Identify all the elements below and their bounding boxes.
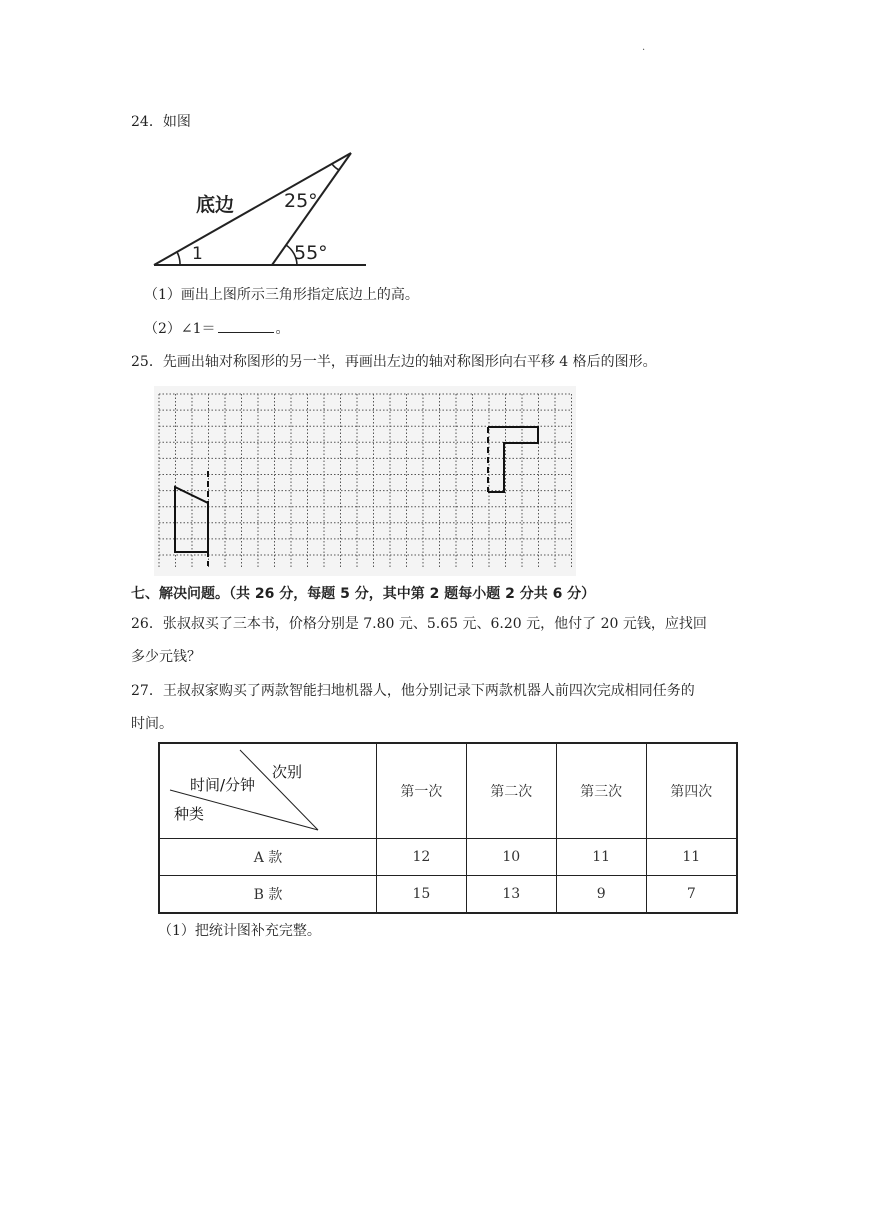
column-header: 第二次	[466, 743, 556, 839]
table-row	[159, 876, 737, 914]
triangle-figure	[150, 148, 370, 270]
q25-title: 25．先画出轴对称图形的另一半，再画出左边的轴对称图形向右平移 4 格后的图形。	[131, 354, 657, 370]
table-cell: 7	[646, 876, 737, 914]
corner-header-cell	[159, 743, 377, 839]
table-cell: 11	[556, 839, 646, 876]
section7-heading: 七、解决问题。（共 26 分，每题 5 分，其中第 2 题每小题 2 分共 6 分）	[131, 586, 596, 602]
table-cell: 13	[466, 876, 556, 914]
column-header: 第四次	[646, 743, 737, 839]
q27-line1: 27．王叔叔家购买了两款智能扫地机器人，他分别记录下两款机器人前四次完成相同任务的	[131, 683, 695, 699]
table-cell: 10	[466, 839, 556, 876]
column-header: 第三次	[556, 743, 646, 839]
base-label: 底边	[196, 194, 235, 216]
angle-1-label: 1	[192, 244, 203, 264]
q26-line2: 多少元钱？	[131, 649, 201, 665]
grid-background	[154, 386, 576, 576]
angle-25-arc	[332, 164, 339, 170]
angle-1-arc	[177, 252, 180, 265]
table-cell: 9	[556, 876, 646, 914]
q24-sub2-suffix: 。	[275, 321, 290, 337]
time-record-table	[158, 742, 738, 914]
page-mark: .	[642, 42, 646, 53]
corner-label-bottom: 种类	[174, 805, 205, 823]
corner-label-middle: 时间/分钟	[190, 776, 256, 794]
q24-sub1: （1）画出上图所示三角形指定底边上的高。	[144, 287, 419, 303]
q27-line2: 时间。	[131, 716, 173, 732]
answer-blank	[218, 318, 274, 333]
row-label: B 款	[159, 876, 377, 914]
corner-diagonal-cell	[160, 744, 376, 838]
q24-sub2	[144, 318, 290, 339]
q24-title: 24．如图	[131, 114, 191, 130]
table-header-row	[159, 743, 737, 839]
table-cell: 11	[646, 839, 737, 876]
q27-sub1: （1）把统计图补充完整。	[158, 923, 321, 939]
table-cell: 12	[377, 839, 467, 876]
table-row	[159, 839, 737, 876]
angle-25-label: 25°	[284, 190, 318, 212]
column-header: 第一次	[377, 743, 467, 839]
row-label: A 款	[159, 839, 377, 876]
dotted-grid-figure	[154, 386, 576, 576]
table-cell: 15	[377, 876, 467, 914]
corner-label-top: 次别	[272, 763, 303, 781]
q26-line1: 26．张叔叔买了三本书，价格分别是 7.80 元、5.65 元、6.20 元，他付了 20 元钱，应找回	[131, 616, 707, 632]
q24-sub2-prefix: （2）∠1＝	[144, 321, 216, 337]
angle-55-label: 55°	[294, 242, 328, 264]
